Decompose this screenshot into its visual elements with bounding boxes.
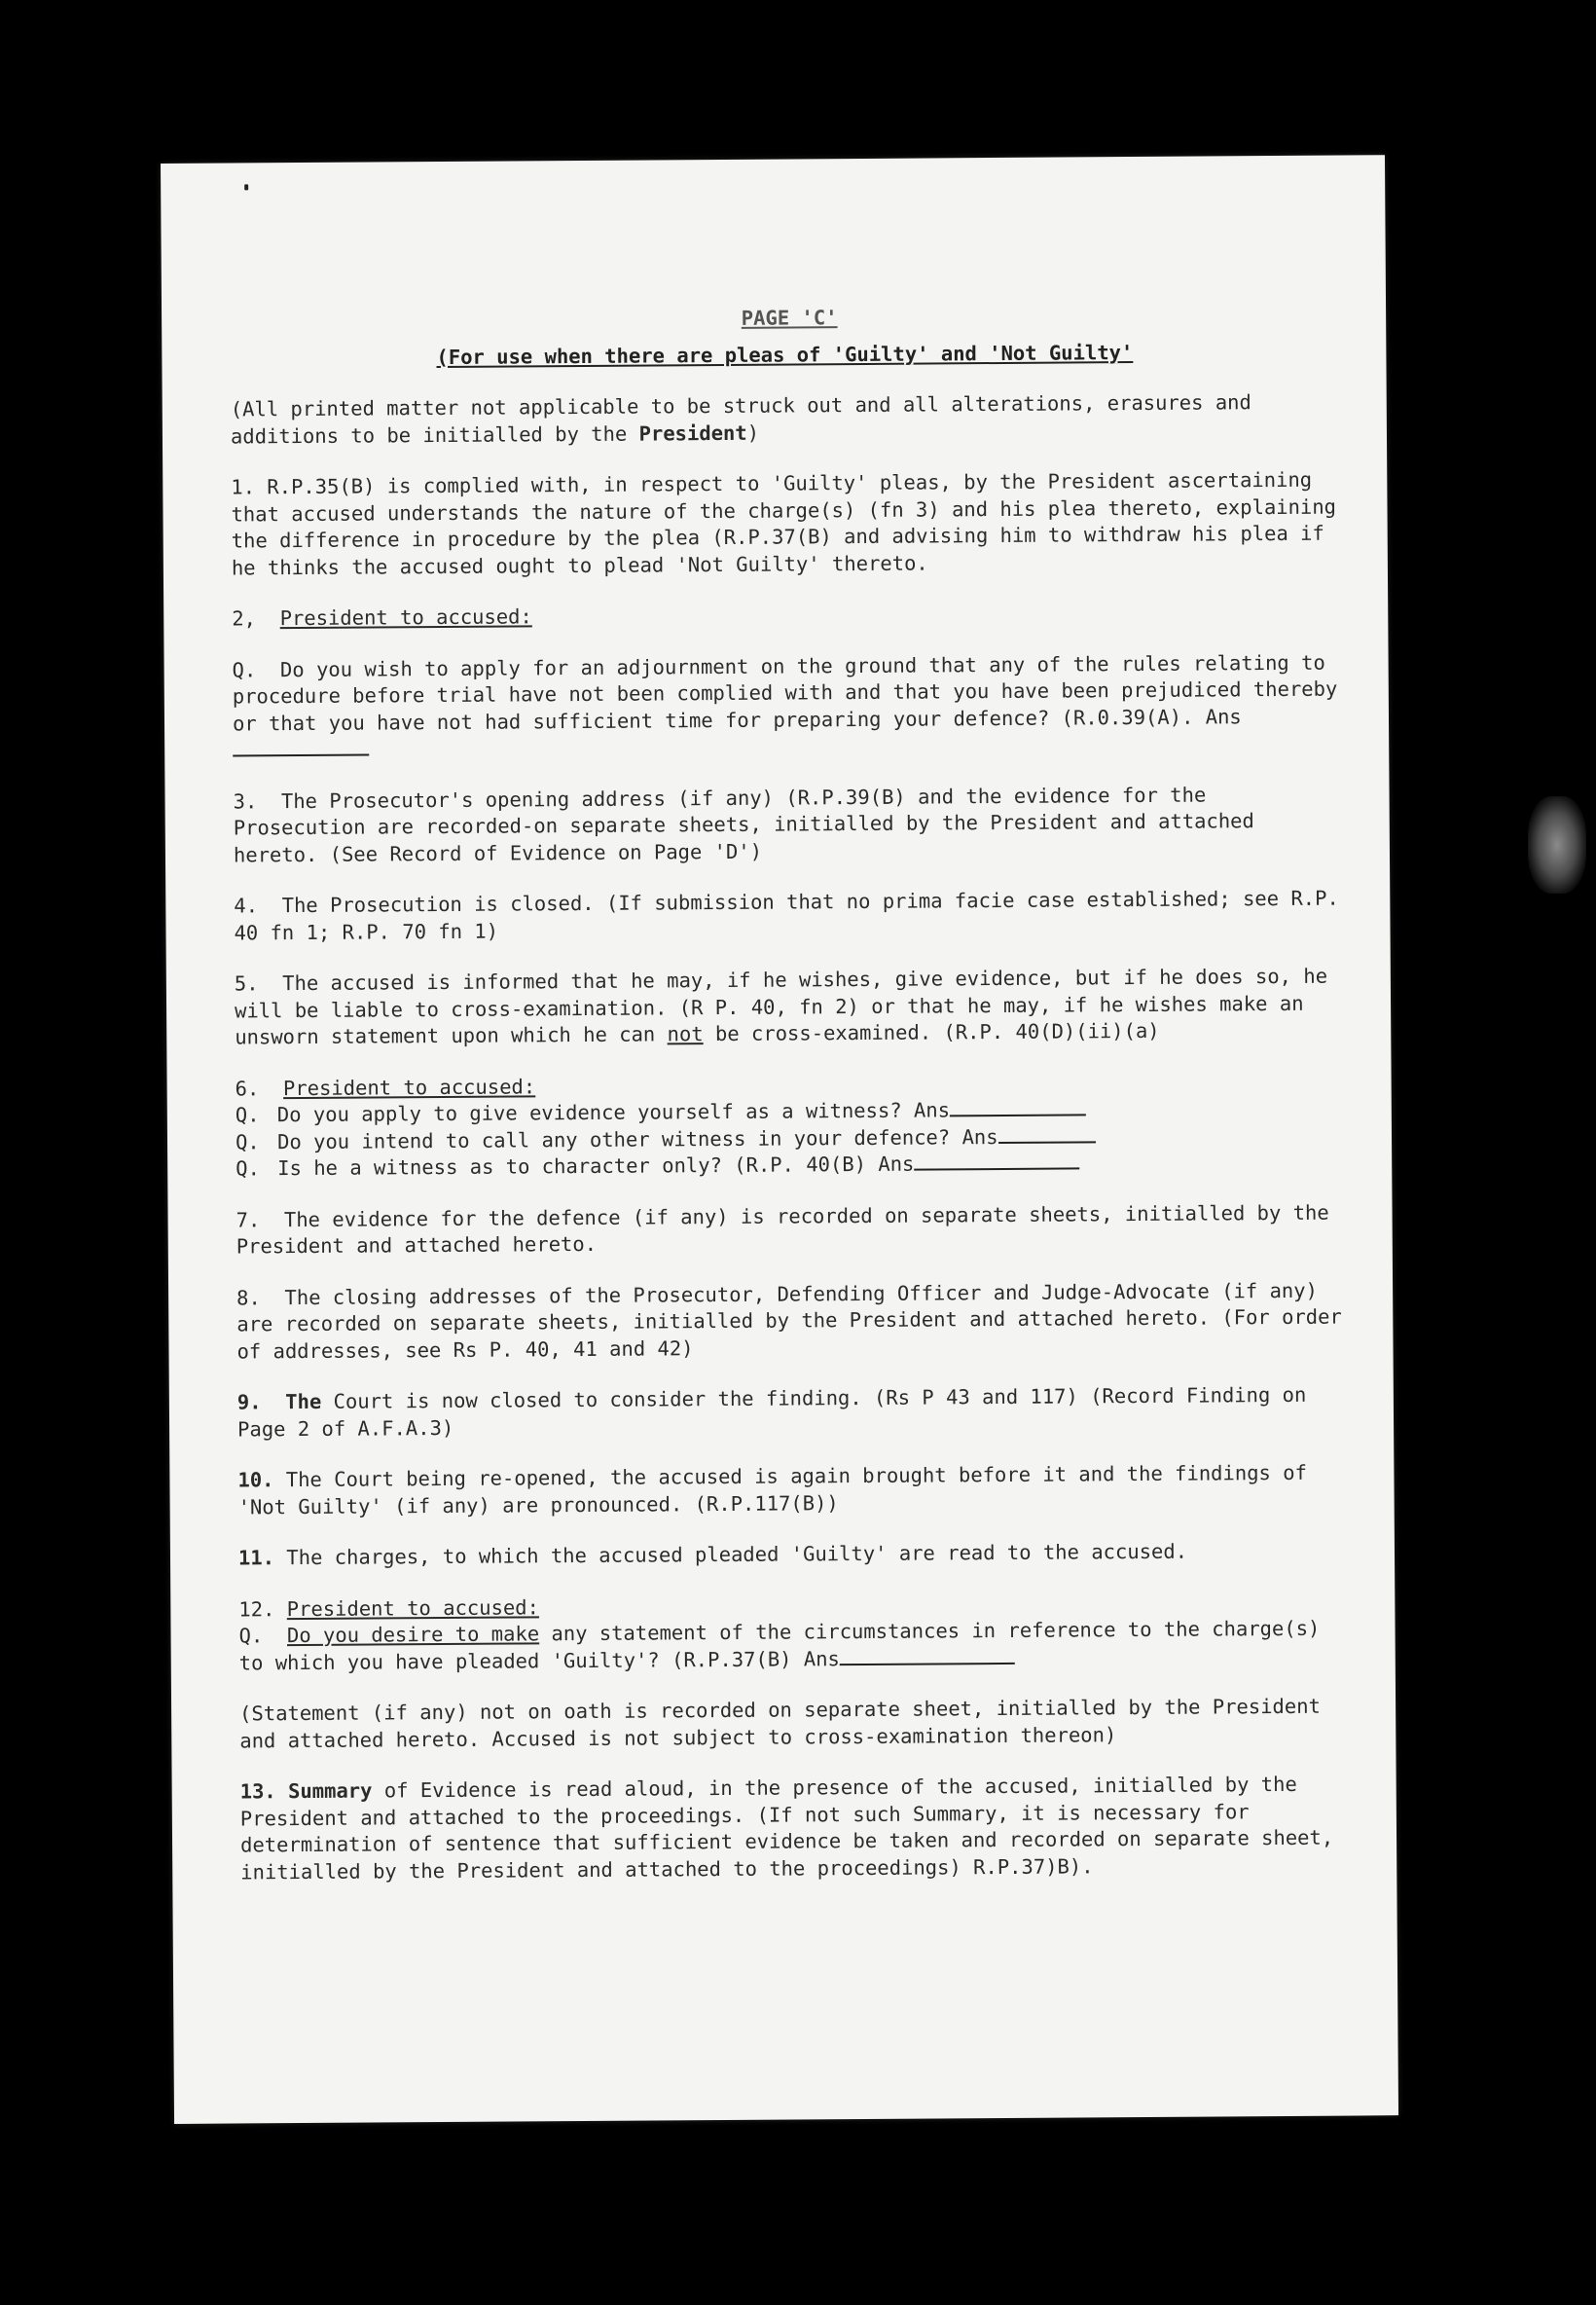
question-text-underlined: Do you desire to make bbox=[286, 1622, 540, 1648]
answer-blank[interactable] bbox=[998, 1123, 1095, 1144]
answer-blank[interactable] bbox=[950, 1096, 1086, 1116]
item-text: of Evidence is read aloud, in the presence of the accused, initialled by the President and attached to the proceedings. (If not such Summary, it is necessary for determination of sentence that sufficient evidence be taken and recorded on separate sheet, initialled by the President and attached to the proceedings) R.P.37)B). bbox=[239, 1772, 1346, 1884]
item-text: The Prosecutor's opening address (if any) (R.P.39(B) and the evidence for the Prosecution are recorded-on separate sheets, initialled by the President and attached hereto. (See Record of Evidence on Page 'D') bbox=[233, 782, 1267, 866]
item-number: 10. bbox=[237, 1468, 274, 1492]
item-13 bbox=[240, 1772, 1351, 1886]
instruction-note: (All printed matter not applicable to be struck out and all alterations, erasures and additions to be initialled by the President) bbox=[230, 390, 1264, 449]
item-text: The charges, to which the accused pleaded 'Guilty' are read to the accused. bbox=[286, 1539, 1188, 1570]
item-text: Court is now closed to consider the finding. (Rs P 43 and 117) (Record Finding on Page 2 of A.F.A.3) bbox=[236, 1382, 1319, 1441]
question-label: Q. bbox=[238, 1624, 264, 1648]
question-text: Do you wish to apply for an adjournment on the ground that any of the rules relating to procedure before trial have not been complied with and that you have been prejudiced thereby or that you have not had sufficient time for preparing your defence? (R.0.39(A). Ans bbox=[232, 650, 1350, 735]
item-text-cont: be cross-examined. (R.P. 40(D)(ii)(a) bbox=[703, 1018, 1160, 1046]
item-text: The closing addresses of the Prosecutor, Defending Officer and Judge-Advocate (if any) are recorded on separate sheets, initialled by the President and attached hereto. (For order of addresses, see Rs P. 40, 41 and 42) bbox=[236, 1278, 1355, 1363]
item-number: 5. bbox=[234, 971, 259, 996]
question-label: Q. bbox=[235, 1129, 260, 1153]
item-text: The Court being re-opened, the accused is again brought before it and the findings of 'Not Guilty' (if any) are pronounced. (R.P.117(B)) bbox=[237, 1460, 1320, 1518]
item-5 bbox=[235, 964, 1345, 1051]
emphasised-word: not bbox=[667, 1022, 704, 1046]
item-number: 7. bbox=[236, 1207, 261, 1231]
answer-blank[interactable] bbox=[840, 1644, 1015, 1665]
item-text: The evidence for the defence (if any) is recorded on separate sheets, initialled by the President and attached hereto. bbox=[236, 1200, 1342, 1259]
item-number: 9. bbox=[236, 1390, 262, 1414]
answer-blank[interactable] bbox=[914, 1150, 1079, 1170]
page-label: PAGE 'C' bbox=[741, 306, 838, 330]
item-7 bbox=[236, 1199, 1345, 1261]
item-text: R.P.35(B) is complied with, in respect to 'Guilty' pleas, by the President ascertaining that accused understands the nature of the charge(s) (fn 3) and his plea thereto, explaining the difference in procedure by the plea (R.P.37(B) and advising him to withdraw his plea if he thinks the accused ought to plead 'Not Guilty' thereto. bbox=[231, 467, 1349, 580]
question-text: Do you apply to give evidence yourself as a witness? Ans bbox=[276, 1098, 951, 1127]
ink-speck bbox=[244, 184, 248, 190]
item-lead-word: The bbox=[285, 1389, 322, 1414]
item-3 bbox=[233, 781, 1343, 868]
item-lead-word: Summary bbox=[287, 1778, 373, 1804]
item-1 bbox=[231, 467, 1349, 582]
item-number: 6. bbox=[235, 1076, 260, 1100]
item-number: 1. bbox=[231, 475, 256, 499]
item-11 bbox=[238, 1538, 1348, 1572]
item-9 bbox=[237, 1382, 1347, 1444]
section-heading: President to accused: bbox=[279, 604, 532, 631]
section-heading: President to accused: bbox=[282, 1074, 536, 1100]
item-number: 2, bbox=[232, 606, 257, 631]
item-number: 12. bbox=[238, 1596, 275, 1621]
film-edge-smudge bbox=[1528, 796, 1586, 894]
item-number: 4. bbox=[234, 894, 259, 918]
item-number: 11. bbox=[237, 1546, 275, 1570]
question-label: Q. bbox=[236, 1156, 260, 1181]
item-8 bbox=[236, 1277, 1355, 1365]
emphasised-word: President bbox=[638, 421, 747, 446]
question-text: Is he a witness as to character only? (R.P. 40(B) Ans bbox=[277, 1152, 915, 1181]
item-number: 13. bbox=[239, 1779, 276, 1804]
statement-note: (Statement (if any) not on oath is recorded on separate sheet, initialled by the President and attached hereto. Accused is not subject to cross-examination thereon) bbox=[239, 1694, 1333, 1752]
document-body bbox=[230, 302, 1355, 1886]
document-subtitle: (For use when there are pleas of 'Guilty' and 'Not Guilty' bbox=[436, 340, 1134, 369]
item-10 bbox=[237, 1460, 1347, 1521]
question-adjournment bbox=[232, 649, 1350, 764]
answer-blank[interactable] bbox=[233, 737, 369, 757]
section-heading: President to accused: bbox=[286, 1594, 540, 1621]
item-number: 8. bbox=[236, 1285, 261, 1309]
question-text: any statement of the circumstances in reference to the charge(s) to which you have pleaded 'Guilty'? (R.P.37(B) Ans bbox=[238, 1616, 1332, 1674]
item-number: 3. bbox=[233, 788, 258, 813]
question-label: Q. bbox=[235, 1103, 260, 1127]
question-statement bbox=[238, 1616, 1348, 1677]
document-scan bbox=[161, 155, 1398, 2124]
question-label: Q. bbox=[232, 657, 257, 681]
item-text: The Prosecution is closed. (If submission that no prima facie case established; see R.P. 40 fn 1; R.P. 70 fn 1) bbox=[234, 886, 1352, 944]
question-text: Do you intend to call any other witness in your defence? Ans bbox=[276, 1124, 998, 1153]
item-4 bbox=[234, 886, 1352, 947]
item-text: The accused is informed that he may, if he wishes, give evidence, but if he does so, he will be liable to cross-examination. (R P. 40, fn 2) or that he may, if he wishes make an unsworn statement upon which he can bbox=[234, 964, 1340, 1049]
item-2 bbox=[232, 599, 1341, 633]
